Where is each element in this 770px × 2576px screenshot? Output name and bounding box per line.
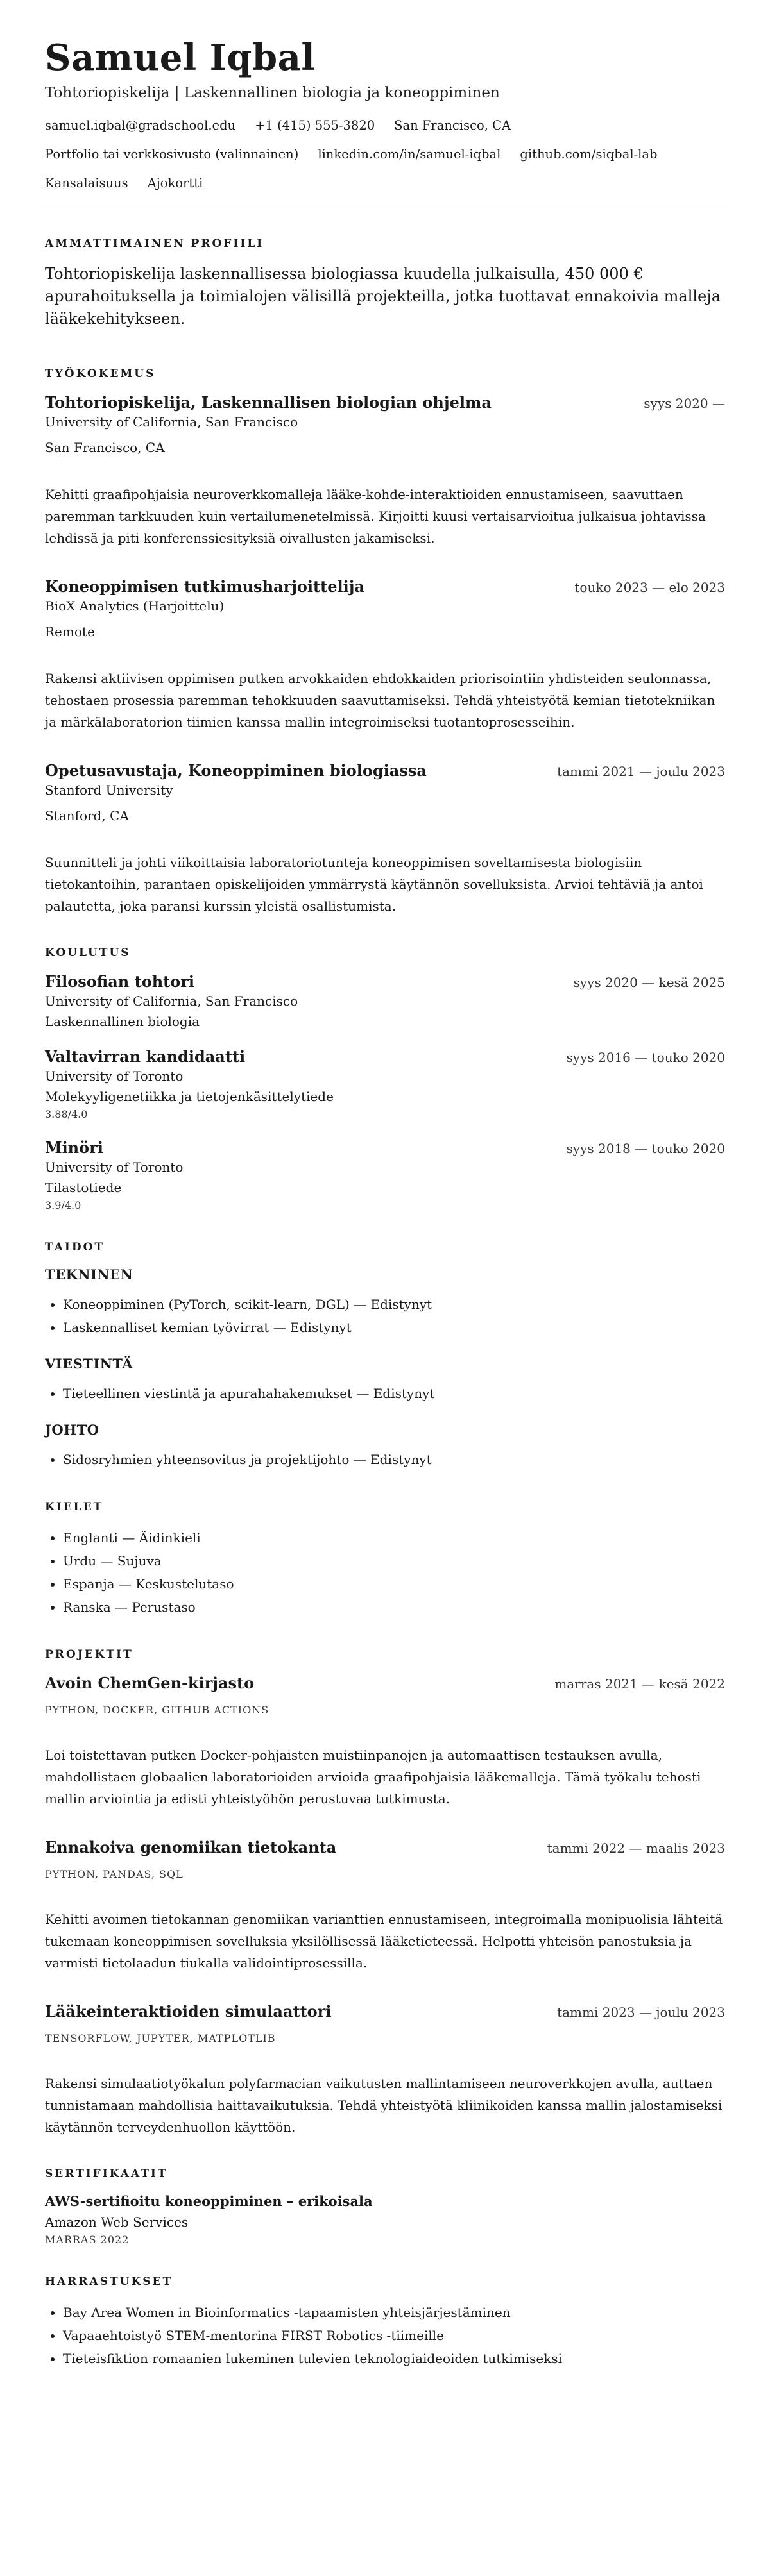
project-name: Ennakoiva genomiikan tietokanta [45, 1837, 337, 1856]
languages-section [45, 1501, 725, 1619]
skill-category-title: JOHTO [45, 1421, 99, 1438]
project-name: Lääkeinteraktioiden simulaattori [45, 2001, 332, 2021]
hobby-item: • Vapaaehtoistyö STEM-mentorina FIRST Robotics -tiimeille [63, 2324, 725, 2347]
project-date: marras 2021 — kesä 2022 [554, 1676, 725, 1692]
candidate-tagline: Tohtoriopiskelija | Laskennallinen biologia ja koneoppiminen [45, 85, 500, 102]
project-date: tammi 2022 — maalis 2023 [547, 1840, 725, 1856]
section-title-hobbies: HARRASTUKSET [45, 2275, 173, 2288]
section-title-skills: TAIDOT [45, 1240, 105, 1254]
section-title-education: KOULUTUS [45, 946, 131, 959]
hobbies-section [45, 2275, 725, 2370]
job-organization: Stanford University [45, 782, 173, 798]
contact-github[interactable]: github.com/siqbal-lab [520, 147, 658, 162]
job-title: Tohtoriopiskelija, Laskennallisen biologian ohjelma [45, 392, 492, 412]
skills-section [45, 1241, 725, 1471]
contact-row-links [45, 147, 725, 162]
job-date: syys 2020 — [644, 395, 725, 411]
contact-citizenship: Kansalaisuus [45, 176, 128, 191]
profile-text: Tohtoriopiskelija laskennallisessa biologiassa kuudella julkaisulla, 450 000 € apurahoituksella ja toimialojen välisillä projekteilla, jotka tuottavat ennakoivia malleja lääkekehitykseen. [45, 265, 721, 328]
profile-section [45, 237, 725, 330]
education-entry [45, 972, 725, 1029]
gpa-value: 3.9/4.0 [45, 1199, 81, 1211]
experience-entry [45, 577, 725, 733]
project-entry [45, 1838, 725, 1974]
job-location: Remote [45, 623, 95, 639]
skill-item: • Koneoppiminen (PyTorch, scikit-learn, DGL) — Edistynyt [63, 1293, 725, 1316]
school-name: University of Toronto [45, 1159, 184, 1175]
contact-phone[interactable]: +1 (415) 555-3820 [255, 118, 375, 133]
certifications-section [45, 2168, 725, 2246]
field-of-study: Laskennallinen biologia [45, 1013, 200, 1029]
contact-email[interactable]: samuel.iqbal@gradschool.edu [45, 118, 236, 133]
project-tech: PYTHON, DOCKER, GITHUB ACTIONS [45, 1703, 270, 1716]
contact-location: San Francisco, CA [394, 118, 511, 133]
section-title-experience: TYÖKOKEMUS [45, 367, 156, 380]
education-section [45, 947, 725, 1211]
section-title-profile: AMMATTIMAINEN PROFIILI [45, 237, 264, 251]
experience-entry [45, 761, 725, 917]
language-item: • Englanti — Äidinkieli [63, 1526, 725, 1549]
certification-date: MARRAS 2022 [45, 2233, 130, 2246]
skill-category-title: TEKNINEN [45, 1266, 133, 1283]
job-description: Kehitti graafipohjaisia neuroverkkomalleja lääke-kohde-interaktioiden ennustamiseen, saavuttaen paremman tarkkuuden kuin vertailumenetelmissä. Kirjoitti kuusi vertaisarvioitua julkaisua johtavissa lehdissä ja piti konferenssiesityksiä oivallusten jakamiseksi. [45, 486, 706, 546]
skill-item: • Tieteellinen viestintä ja apurahahakemukset — Edistynyt [63, 1382, 725, 1405]
language-list [45, 1526, 725, 1619]
project-description: Kehitti avoimen tietokannan genomiikan varianttien ennustamiseen, integroimalla monipuolisia lähteitä tukemaan koneoppimisen sovelluksia yksilöllisessä lääketieteessä. Helpotti yhteisön panostuksia ja varmisti tietolaadun tiukalla validointiprosessilla. [45, 1911, 723, 1971]
job-description: Suunnitteli ja johti viikoittaisia laboratoriotunteja koneoppimisen soveltamisesta biologisiin tietokantoihin, parantaen opiskelijoiden ymmärrystä käytännön sovelluksista. Arvioi tehtäviä ja antoi palautetta, joka paransi kurssin yleistä osallistumista. [45, 854, 703, 914]
skill-category-title: VIESTINTÄ [45, 1355, 133, 1372]
contact-linkedin[interactable]: linkedin.com/in/samuel-iqbal [318, 147, 501, 162]
degree-date: syys 2018 — touko 2020 [566, 1140, 725, 1156]
degree-date: syys 2020 — kesä 2025 [573, 974, 725, 990]
contact-drivers-license: Ajokortti [147, 176, 203, 191]
degree-title: Minöri [45, 1138, 103, 1157]
job-description: Rakensi aktiivisen oppimisen putken arvokkaiden ehdokkaiden priorisointiin yhdisteiden seulonnassa, tehostaen prosessia paremman tehokkuuden saavuttamiseksi. Tehdä yhteistyötä kemian tietotekniikan ja märkälaboratorion tiimien kanssa mallin integroimiseksi tuotantoprosesseihin. [45, 670, 715, 730]
section-title-languages: KIELET [45, 1500, 104, 1513]
degree-date: syys 2016 — touko 2020 [566, 1049, 725, 1065]
candidate-name: Samuel Iqbal [45, 37, 316, 79]
project-entry [45, 1674, 725, 1810]
project-description: Loi toistettavan putken Docker-pohjaisten muistiinpanojen ja automaattisen testauksen avulla, mahdollistaen globaalien laboratorioiden arvioida graafipohjaisia lääkemalleja. Tämä työkalu tehosti mallin arviointia ja edisti yhteistyöhön perustuvaa tutkimusta. [45, 1747, 701, 1806]
education-entry [45, 1138, 725, 1211]
projects-section [45, 1648, 725, 2138]
gpa-value: 3.88/4.0 [45, 1107, 88, 1120]
school-name: University of Toronto [45, 1068, 184, 1084]
hobby-list [45, 2301, 725, 2370]
job-location: Stanford, CA [45, 807, 129, 823]
certification-name: AWS-sertifioitu koneoppiminen – erikoisala [45, 2193, 373, 2209]
contact-row-extra [45, 176, 725, 190]
resume-header [45, 37, 725, 190]
job-date: touko 2023 — elo 2023 [574, 579, 725, 595]
language-item: • Ranska — Perustaso [63, 1595, 725, 1619]
skill-item: • Laskennalliset kemian työvirrat — Edistynyt [63, 1316, 725, 1339]
project-tech: PYTHON, PANDAS, SQL [45, 1867, 184, 1880]
school-name: University of California, San Francisco [45, 993, 298, 1009]
field-of-study: Molekyyligenetiikka ja tietojenkäsittelytiede [45, 1088, 334, 1104]
language-item: • Espanja — Keskustelutaso [63, 1572, 725, 1595]
hobby-item: • Tieteisfiktion romaanien lukeminen tulevien teknologiaideoiden tutkimiseksi [63, 2347, 725, 2370]
experience-section [45, 367, 725, 917]
language-item: • Urdu — Sujuva [63, 1549, 725, 1572]
job-title: Koneoppimisen tutkimusharjoittelija [45, 577, 364, 596]
field-of-study: Tilastotiede [45, 1179, 122, 1195]
skill-list [45, 1293, 725, 1339]
skill-list [45, 1448, 725, 1471]
job-title: Opetusavustaja, Koneoppiminen biologiassa [45, 761, 427, 780]
contact-portfolio[interactable]: Portfolio tai verkkosivusto (valinnainen) [45, 147, 299, 162]
certification-issuer: Amazon Web Services [45, 2214, 189, 2230]
skill-list [45, 1382, 725, 1405]
project-date: tammi 2023 — joulu 2023 [557, 2004, 725, 2020]
section-title-projects: PROJEKTIT [45, 1647, 133, 1661]
degree-title: Valtavirran kandidaatti [45, 1047, 246, 1066]
project-name: Avoin ChemGen-kirjasto [45, 1673, 255, 1692]
project-tech: TENSORFLOW, JUPYTER, MATPLOTLIB [45, 2032, 276, 2044]
skill-item: • Sidosryhmien yhteensovitus ja projektijohto — Edistynyt [63, 1448, 725, 1471]
job-date: tammi 2021 — joulu 2023 [557, 763, 725, 779]
project-entry [45, 2002, 725, 2138]
contact-row-primary [45, 118, 725, 133]
project-description: Rakensi simulaatiotyökalun polyfarmacian vaikutusten mallintamiseen neuroverkkojen avulla, auttaen tunnistamaan mahdollisia haittavaikutuksia. Tehdä yhteistyötä kliinikoiden kanssa mallin jalostamiseksi käytännön terveydenhuollon käyttöön. [45, 2075, 723, 2135]
job-organization: University of California, San Francisco [45, 414, 298, 430]
hobby-item: • Bay Area Women in Bioinformatics -tapaamisten yhteisjärjestäminen [63, 2301, 725, 2324]
job-organization: BioX Analytics (Harjoittelu) [45, 598, 225, 614]
degree-title: Filosofian tohtori [45, 972, 195, 991]
job-location: San Francisco, CA [45, 439, 165, 455]
section-title-certifications: SERTIFIKAATIT [45, 2167, 168, 2180]
experience-entry [45, 393, 725, 549]
education-entry [45, 1047, 725, 1120]
